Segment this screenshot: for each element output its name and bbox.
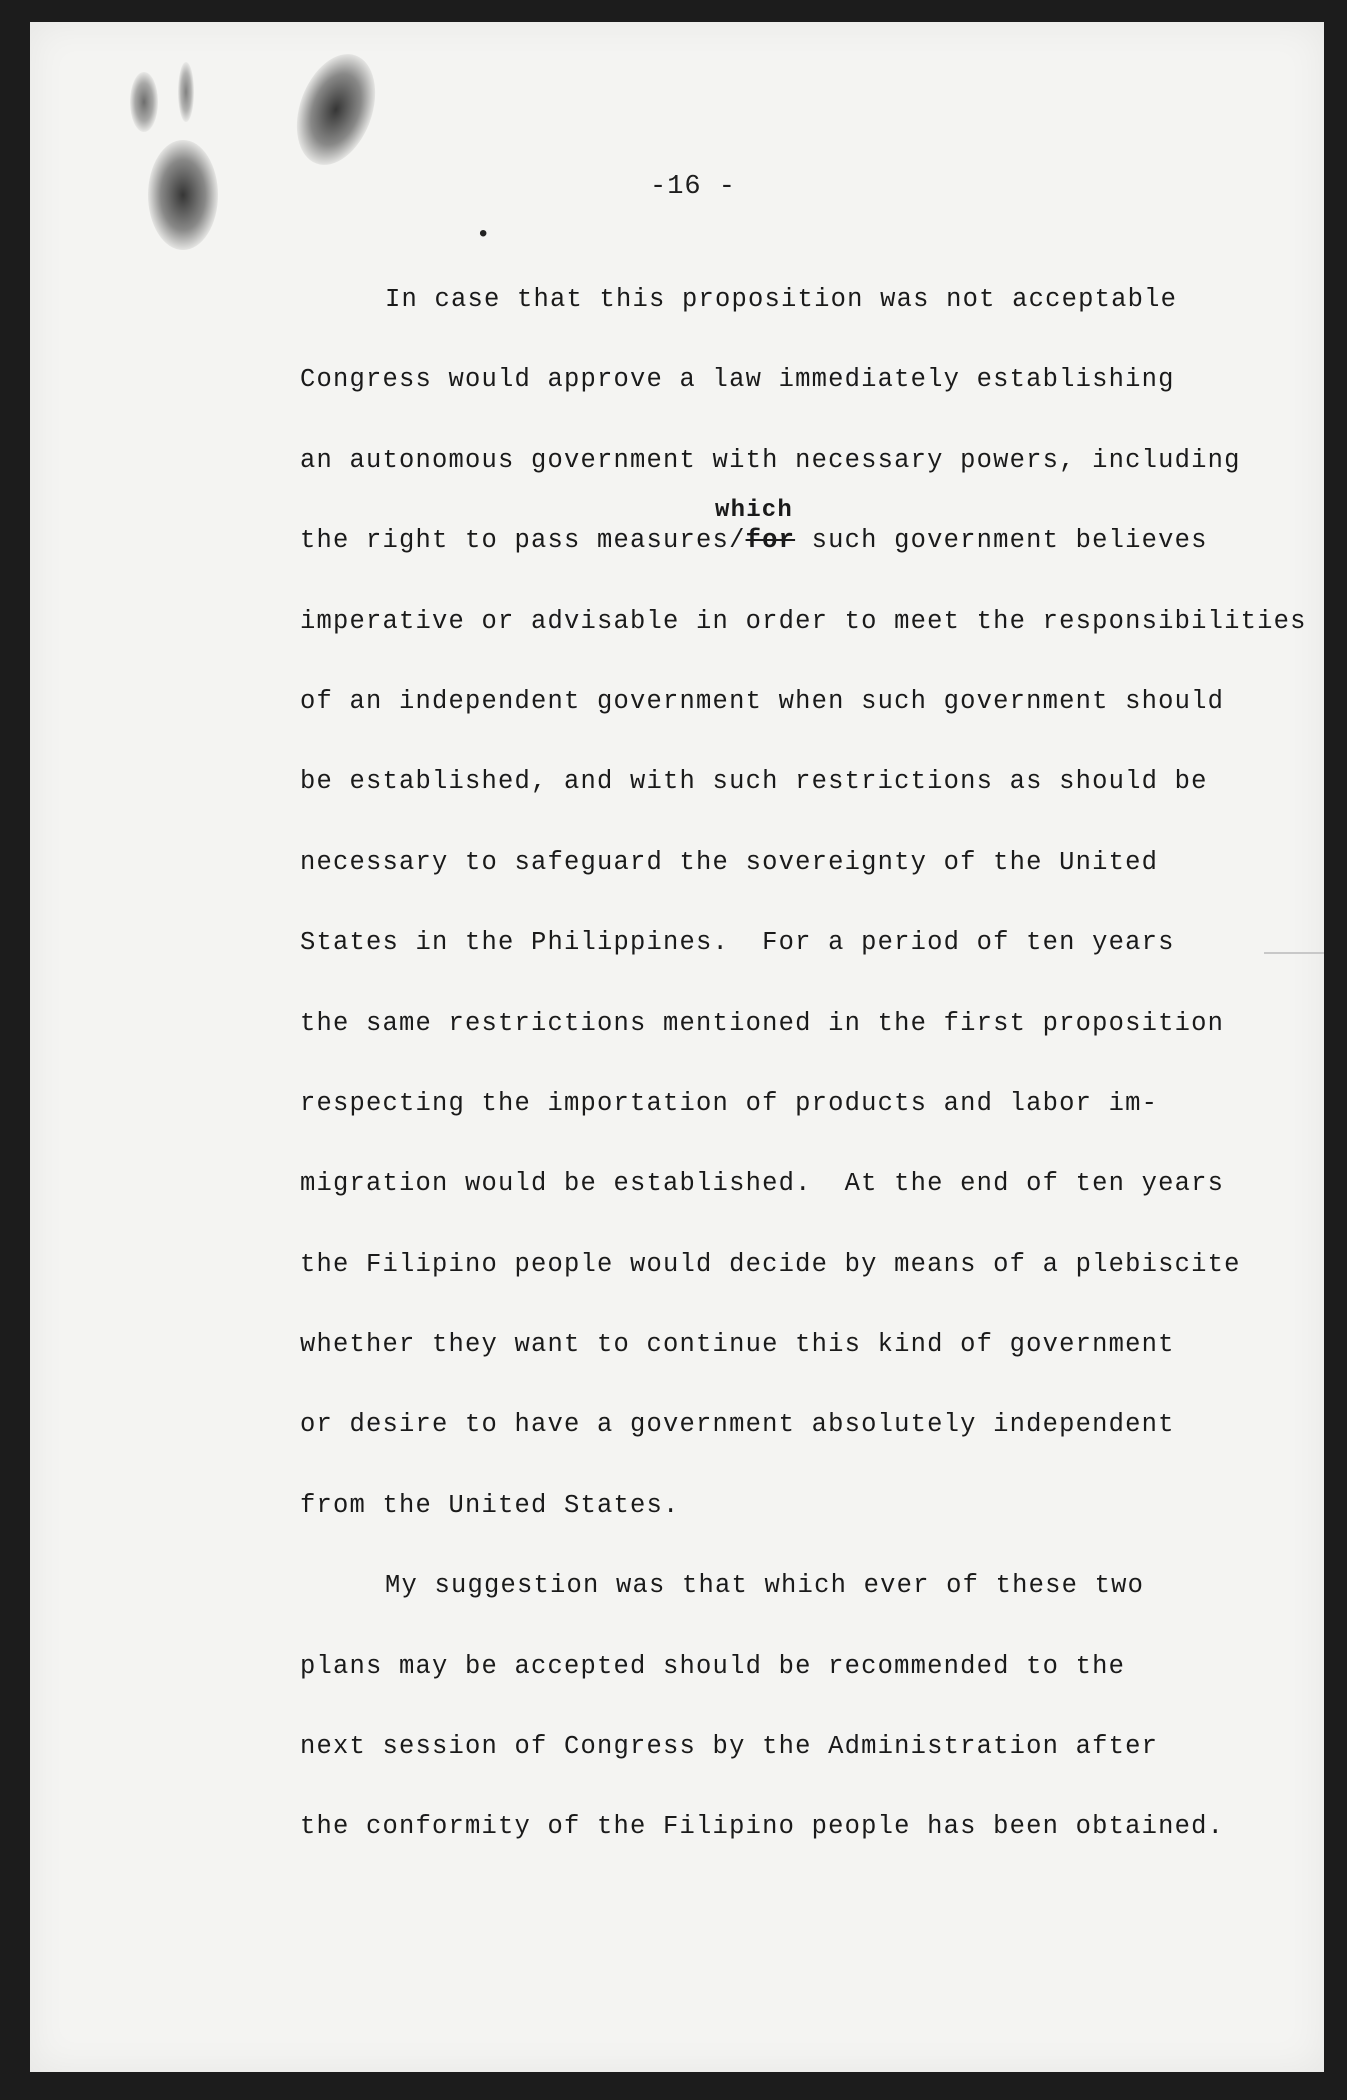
ink-smudge <box>148 140 218 250</box>
handwritten-insertion: which <box>715 497 794 525</box>
ink-smudge <box>130 72 158 132</box>
text-line: In case that this proposition was not acceptable <box>385 285 1178 314</box>
text-line: States in the Philippines. For a period of ten years <box>300 928 1175 958</box>
text-line: or desire to have a government absolutely independent <box>300 1410 1175 1440</box>
text-line: of an independent government when such government should <box>300 686 1225 716</box>
text-line: imperative or advisable in order to meet the responsibilities <box>300 606 1307 636</box>
text-line: Congress would approve a law immediately establishing <box>300 365 1175 395</box>
text-line-with-correction <box>300 497 1320 601</box>
text-line: from the United States. <box>300 1490 680 1520</box>
text-line: My suggestion was that which ever of these two <box>385 1571 1145 1601</box>
text-line: plans may be accepted should be recommended to the <box>300 1651 1126 1681</box>
ink-smudge <box>178 62 194 122</box>
tick-mark-icon: • <box>476 222 491 249</box>
text-line: next session of Congress by the Administration after <box>300 1732 1159 1762</box>
text-line: the conformity of the Filipino people has been obtained. <box>300 1812 1225 1842</box>
text-line: necessary to safeguard the sovereignty of the United <box>300 847 1159 877</box>
text-line: the same restrictions mentioned in the first proposition <box>300 1008 1225 1038</box>
page-number: -16 - <box>650 172 737 202</box>
text-line: respecting the importation of products and labor im- <box>300 1088 1159 1118</box>
ink-smudge <box>283 43 390 176</box>
text-line: an autonomous government with necessary powers, including <box>300 445 1241 475</box>
text-line: whether they want to continue this kind of government <box>300 1330 1175 1360</box>
struck-word: for <box>745 526 796 556</box>
text-line: be established, and with such restrictions as should be <box>300 767 1208 797</box>
document-body <box>300 280 1320 1888</box>
text-line: migration would be established. At the end of ten years <box>300 1169 1225 1199</box>
text-segment: the right to pass measures/ <box>300 526 746 556</box>
text-line: the Filipino people would decide by means of a plebiscite <box>300 1249 1241 1279</box>
text-segment: such government believes <box>795 526 1208 556</box>
